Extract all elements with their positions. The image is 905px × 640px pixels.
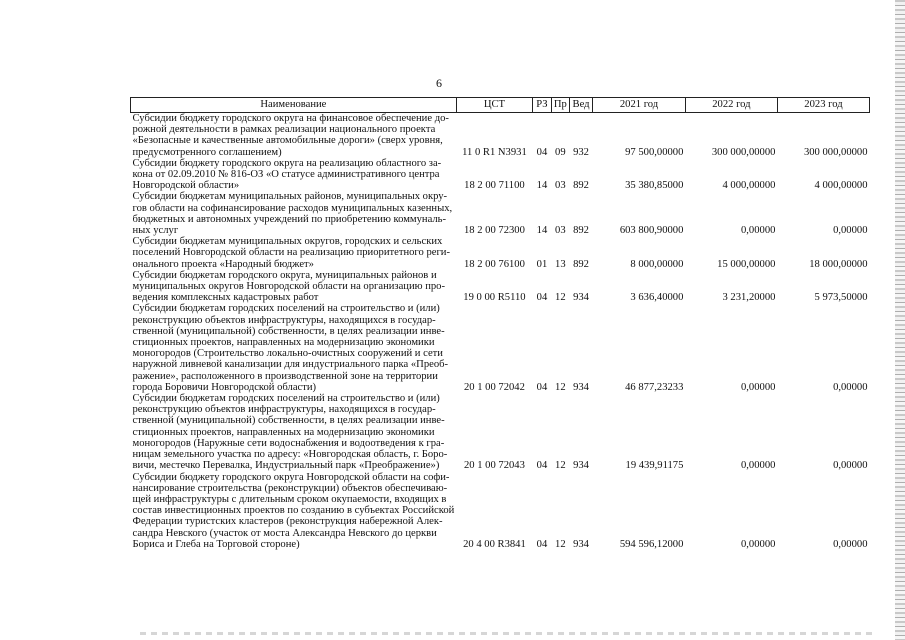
row-rz: 14 [536, 180, 548, 192]
row-name-line: моногородов (Строительство локально-очистных сооружений и сети [132, 348, 443, 360]
row-2022: 15 000,00000 [717, 258, 776, 270]
row-name-line: стиционных проектов, направленных на модернизацию экономики [132, 337, 435, 349]
row-2022: 0,00000 [740, 538, 776, 550]
row-rz: 01 [536, 258, 548, 270]
row-name-line: бюджетных и автономных учреждений по приобретению коммуналь- [132, 213, 447, 225]
row-rz: 04 [536, 460, 548, 472]
header-2023: 2023 год [777, 98, 869, 113]
row-2023: 300 000,00000 [803, 146, 868, 158]
row-cst: 20 4 00 R3841 [463, 538, 526, 550]
table-row [131, 236, 870, 270]
row-pr: 09 [555, 146, 566, 158]
row-cst: 18 2 00 76100 [463, 258, 525, 270]
scan-edge-bottom [140, 632, 875, 635]
row-name-line: Субсидии бюджетам муниципальных округов, городских и сельских [132, 236, 443, 248]
row-name-line: вичи, местечко Перевалка, Индустриальный парк «Преображение») [132, 460, 440, 472]
row-name-line: гов области на софинансирование расходов муниципальных казенных, [132, 202, 453, 214]
row-ved: 892 [573, 225, 589, 237]
table-row [131, 303, 870, 393]
row-name-line: предусмотренного соглашением) [132, 146, 282, 158]
row-name [131, 303, 457, 393]
row-2021: 603 800,90000 [619, 225, 684, 237]
row-2021: 46 877,23233 [625, 381, 684, 393]
header-2021: 2021 год [593, 98, 686, 113]
row-ved: 934 [573, 292, 589, 304]
row-rz: 14 [536, 225, 548, 237]
row-name-line: рожной деятельности в рамках реализации национального проекта [132, 124, 436, 136]
row-name-line: «Безопасные и качественные автомобильные дороги» (сверх уровня, [132, 135, 443, 147]
row-name-line: Федерации туристских кластеров (реконструкция набережной Алек- [132, 516, 443, 528]
row-ved: 934 [573, 538, 589, 550]
row-name-line: ственной (муниципальной) собственности, в целях реализации инве- [132, 415, 445, 427]
row-name [131, 393, 457, 471]
table-row [131, 113, 870, 158]
row-cst: 18 2 00 72300 [463, 225, 525, 237]
row-2022: 0,00000 [740, 460, 776, 472]
row-2022: 3 231,20000 [722, 292, 776, 304]
row-name [131, 270, 457, 304]
row-cst: 20 1 00 72042 [463, 381, 525, 393]
budget-table [130, 97, 870, 550]
row-name-line: онального проекта «Народный бюджет» [132, 258, 314, 270]
row-ved: 934 [573, 460, 589, 472]
row-rz: 04 [536, 292, 548, 304]
header-name: Наименование [131, 98, 457, 113]
row-rz: 04 [536, 538, 548, 550]
row-name-line: поселений Новгородской области на реализацию приоритетного реги- [132, 247, 450, 259]
row-2021: 19 439,91175 [625, 460, 684, 472]
header-ved: Вед [569, 98, 592, 113]
row-pr: 12 [555, 538, 566, 550]
table-row [131, 393, 870, 471]
table-row [131, 270, 870, 304]
row-pr: 13 [555, 258, 566, 270]
row-ved: 934 [573, 381, 589, 393]
header-pr: Пр [551, 98, 569, 113]
header-2022: 2022 год [685, 98, 777, 113]
row-cst: 20 1 00 72043 [463, 460, 525, 472]
row-name-line: щей инфраструктуры с длительным сроком окупаемости, входящих в [132, 493, 447, 505]
row-cst: 18 2 00 71100 [464, 180, 525, 192]
header-rz: РЗ [533, 98, 552, 113]
row-name-line: наружной ливневой канализации для индустриального парка «Преоб- [132, 359, 449, 371]
row-name-line: Субсидии бюджетам городских поселений на строительство и (или) [132, 303, 440, 315]
row-2022: 4 000,00000 [722, 180, 776, 192]
row-name-line: стиционных проектов, направленных на модернизацию экономики [132, 426, 435, 438]
row-2021: 35 380,85000 [625, 180, 684, 192]
table-body [131, 113, 870, 550]
row-ved: 892 [573, 258, 589, 270]
row-name [131, 236, 457, 270]
scan-edge-right [895, 0, 905, 640]
row-name-line: состав инвестиционных проектов по созданию в субъектах Российской [132, 505, 455, 517]
row-name [131, 113, 457, 158]
row-name-line: Субсидии бюджету городского округа на реализацию областного за- [132, 157, 442, 169]
page-number: 6 [436, 76, 442, 90]
row-name-line: Субсидии бюджету городского округа на финансовое обеспечение до- [132, 113, 449, 124]
row-name-line: ственной (муниципальной) собственности, в целях реализации инве- [132, 325, 445, 337]
row-2022: 300 000,00000 [711, 146, 776, 158]
row-cst: 11 0 R1 N3931 [462, 146, 527, 158]
row-name-line: Новгородской области» [132, 180, 240, 192]
row-2021: 594 596,12000 [619, 538, 684, 550]
row-name-line: Субсидии бюджету городского округа Новгородской области на софи- [132, 471, 450, 483]
row-name-line: Бориса и Глеба на Торговой стороне) [132, 538, 300, 550]
row-pr: 12 [555, 292, 566, 304]
row-2021: 8 000,00000 [630, 258, 684, 270]
row-pr: 03 [555, 225, 566, 237]
row-2023: 0,00000 [833, 225, 868, 237]
row-name-line: нансирование строительства (реконструкции) объектов обеспечиваю- [132, 482, 448, 494]
row-rz: 04 [536, 381, 548, 393]
row-name-line: моногородов (Наружные сети водоснабжения и водоотведения к гра- [132, 437, 445, 449]
row-name-line: ведения комплексных кадастровых работ [132, 292, 319, 304]
row-2023: 4 000,00000 [814, 180, 868, 192]
row-name-line: кона от 02.09.2010 № 816-ОЗ «О статусе административного центра [132, 169, 440, 181]
row-2022: 0,00000 [740, 381, 776, 393]
row-2023: 5 973,50000 [814, 292, 868, 304]
row-name [131, 472, 457, 550]
row-name-line: муниципальных округов Новгородской области на организацию про- [132, 281, 445, 293]
row-name-line: ных услуг [132, 225, 179, 237]
row-cst: 19 0 00 R5110 [463, 292, 526, 304]
row-pr: 12 [555, 381, 566, 393]
row-rz: 04 [536, 146, 548, 158]
row-ved: 892 [573, 180, 589, 192]
row-pr: 12 [555, 460, 566, 472]
row-name-line: ражение», расположенного в производственной зоне на территории [132, 370, 438, 382]
row-name-line: ницам земельного участка по адресу: «Новгородская область, г. Боро- [132, 449, 448, 461]
row-2023: 0,00000 [833, 538, 868, 550]
table-row [131, 191, 870, 236]
row-2023: 0,00000 [833, 460, 868, 472]
row-2021: 3 636,40000 [630, 292, 684, 304]
header-cst: ЦСТ [456, 98, 532, 113]
row-name-line: Субсидии бюджетам городского округа, муниципальных районов и [132, 269, 437, 281]
row-2022: 0,00000 [740, 225, 776, 237]
table-row [131, 472, 870, 550]
row-name-line: города Боровичи Новгородской области) [132, 381, 317, 393]
row-name-line: реконструкцию объектов инфраструктуры, находящихся в государ- [132, 314, 436, 326]
table-header-row [131, 98, 870, 113]
row-name-line: Субсидии бюджетам городских поселений на строительство и (или) [132, 393, 440, 405]
row-pr: 03 [555, 180, 566, 192]
row-name [131, 191, 457, 236]
table-row [131, 158, 870, 192]
row-ved: 932 [573, 146, 589, 158]
row-name-line: Субсидии бюджетам муниципальных районов, муниципальных окру- [132, 191, 448, 203]
row-2023: 18 000,00000 [809, 258, 868, 270]
row-name [131, 158, 457, 192]
row-2023: 0,00000 [833, 381, 868, 393]
row-2021: 97 500,00000 [625, 146, 684, 158]
row-name-line: реконструкцию объектов инфраструктуры, находящихся в государ- [132, 404, 436, 416]
row-name-line: сандра Невского (участок от моста Александра Невского до церкви [132, 527, 437, 539]
